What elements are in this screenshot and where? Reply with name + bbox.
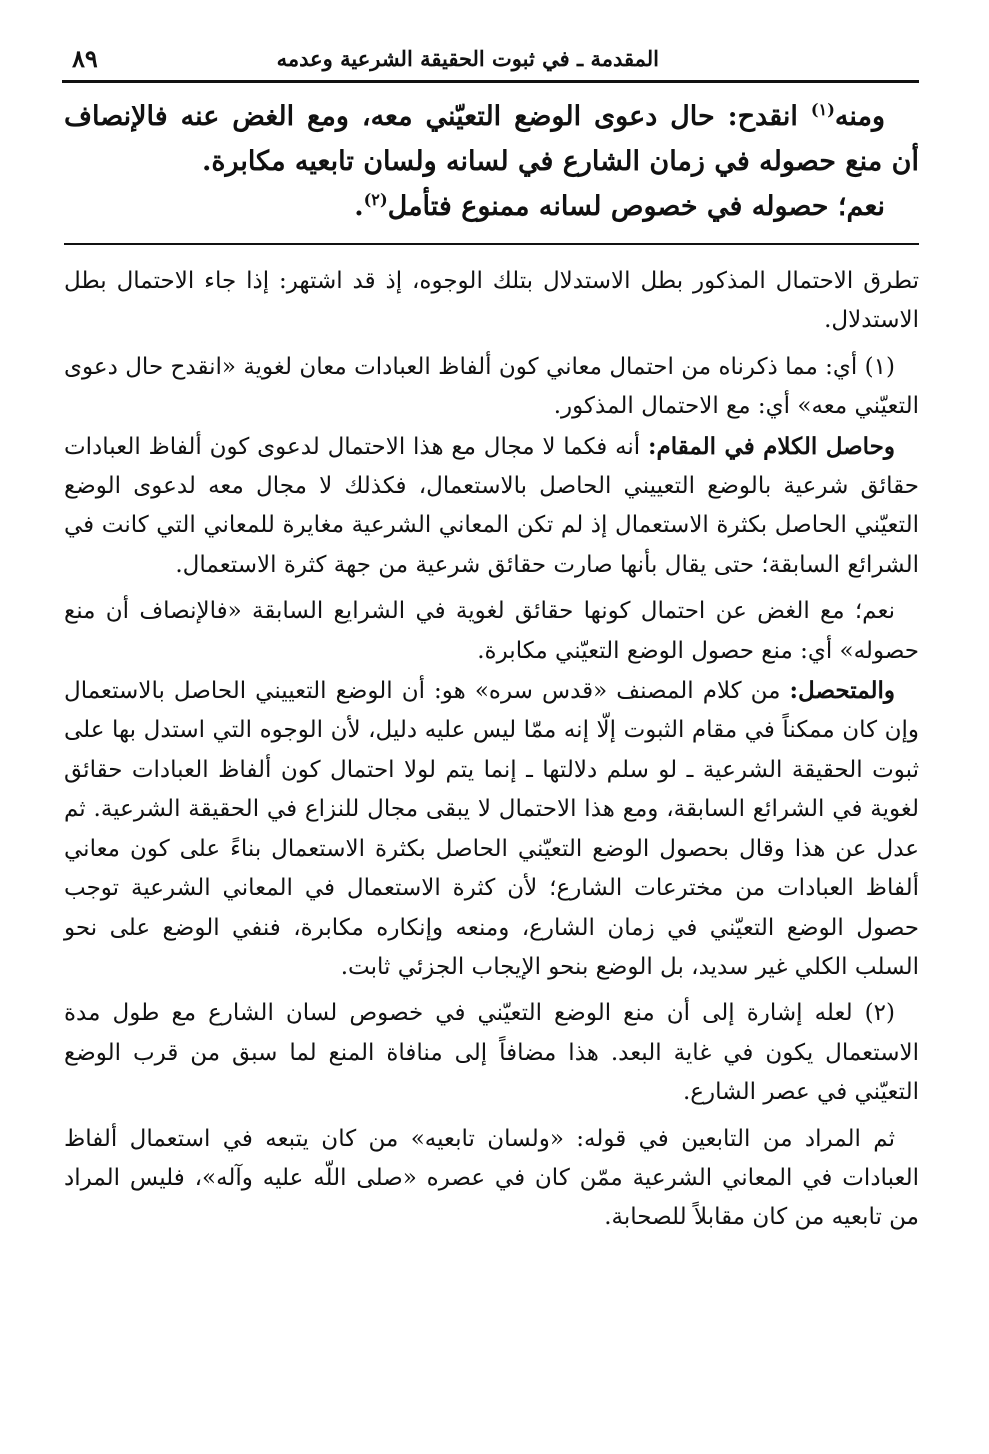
conclusion-lead: والمتحصل:: [789, 677, 895, 705]
footnote-1-note: نعم؛ مع الغض عن احتمال كونها حقائق لغوية في الشرايع السابقة «فالإنصاف أن منع حصوله» أي: منع حصول الوضع التعيّني مكابرة.: [64, 598, 919, 664]
main-p1-start: ومنه: [834, 101, 885, 132]
main-p2-end: .: [354, 191, 364, 222]
footnote-ref-1: (١): [810, 100, 835, 119]
running-title: المقدمة ـ في ثبوت الحقيقة الشرعية وعدمه: [276, 45, 659, 71]
summary-text: أنه فكما لا مجال مع هذا الاحتمال لدعوى كون ألفاظ العبادات حقائق شرعية بالوضع التعييني الحاصل بالاستعمال، فكذلك لا مجال معه لدعوى الوضع التعيّني الحاصل بكثرة الاستعمال إذ لم تكن المعاني الشرعية مغايرة للمعاني التي كانت في الشرائع السابقة؛ حتى يقال بأنها صارت حقائق شرعية من جهة كثرة الاستعمال.: [64, 433, 919, 578]
footnotes: [64, 262, 919, 1238]
footnote-1: (١) أي: مما ذكرناه من احتمال معاني كون ألفاظ العبادات معان لغوية «انقدح حال دعوى التعيّني معه» أي: مع الاحتمال المذكور.: [64, 353, 919, 420]
main-paragraph-2: [64, 184, 919, 229]
footnote-2-continued: ثم المراد من التابعين في قوله: «ولسان تابعيه» من كان يتبعه في استعمال ألفاظ العبادات في المعاني الشرعية ممّن كان في عصره «صلى اللّه عليه وآله»، فليس المراد من تابعيه من كان مقابلاً للصحابة.: [64, 1125, 919, 1231]
main-paragraph-1: [64, 94, 919, 184]
footnote-separator: [64, 243, 919, 245]
footnote-continuation: تطرق الاحتمال المذكور بطل الاستدلال بتلك الوجوه، إذ قد اشتهر: إذا جاء الاحتمال بطل الاستدلال.: [64, 268, 919, 334]
conclusion-text: من كلام المصنف «قدس سره» هو: أن الوضع التعييني الحاصل بالاستعمال وإن كان ممكناً في مقام الثبوت إلّا إنه ممّا ليس عليه دليل، لأن الوجوه التي استدل بها على ثبوت الحقيقة الشرعية ـ لو سلم دلالتها ـ إنما يتم لولا احتمال كون ألفاظ العبادات حقائق لغوية في الشرائع السابقة، ومع هذا الاحتمال لا يبقى مجال للنزاع في الحقيقة الشرعية. ثم عدل عن هذا وقال بحصول الوضع التعيّني الحاصل بكثرة الاستعمال بناءً على كون معاني ألفاظ العبادات من مخترعات الشارع؛ لأن كثرة الاستعمال في المعاني الشرعية توجب حصول الوضع التعيّني في زمان الشارع، ومنعه وإنكاره مكابرة، فنفي الوضع على نحو السلب الكلي غير سديد، بل الوضع بنحو الإيجاب الجزئي ثابت.: [64, 678, 919, 980]
main-text: [64, 94, 919, 229]
main-p1-rest: انقدح: حال دعوى الوضع التعيّني معه، ومع الغض عنه فالإنصاف أن منع حصوله في زمان الشارع في لسانه ولسان تابعيه مكابرة.: [64, 101, 919, 177]
footnote-1-conclusion: [64, 671, 919, 987]
main-p2-start: نعم؛ حصوله في خصوص لسانه ممنوع فتأمل: [387, 191, 885, 222]
page-header: [62, 36, 919, 83]
summary-lead: وحاصل الكلام في المقام:: [647, 432, 895, 460]
footnote-1-summary: [64, 427, 919, 586]
footnote-2: (٢) لعله إشارة إلى أن منع الوضع التعيّني في خصوص لسان الشارع مع طول مدة الاستعمال يكون في غاية البعد. هذا مضافاً إلى منافاة المنع لما سبق من قرب الوضع التعيّني في عصر الشارع.: [64, 1000, 919, 1106]
footnote-ref-2: (٢): [363, 190, 388, 209]
page-number: ٨٩: [72, 43, 98, 73]
